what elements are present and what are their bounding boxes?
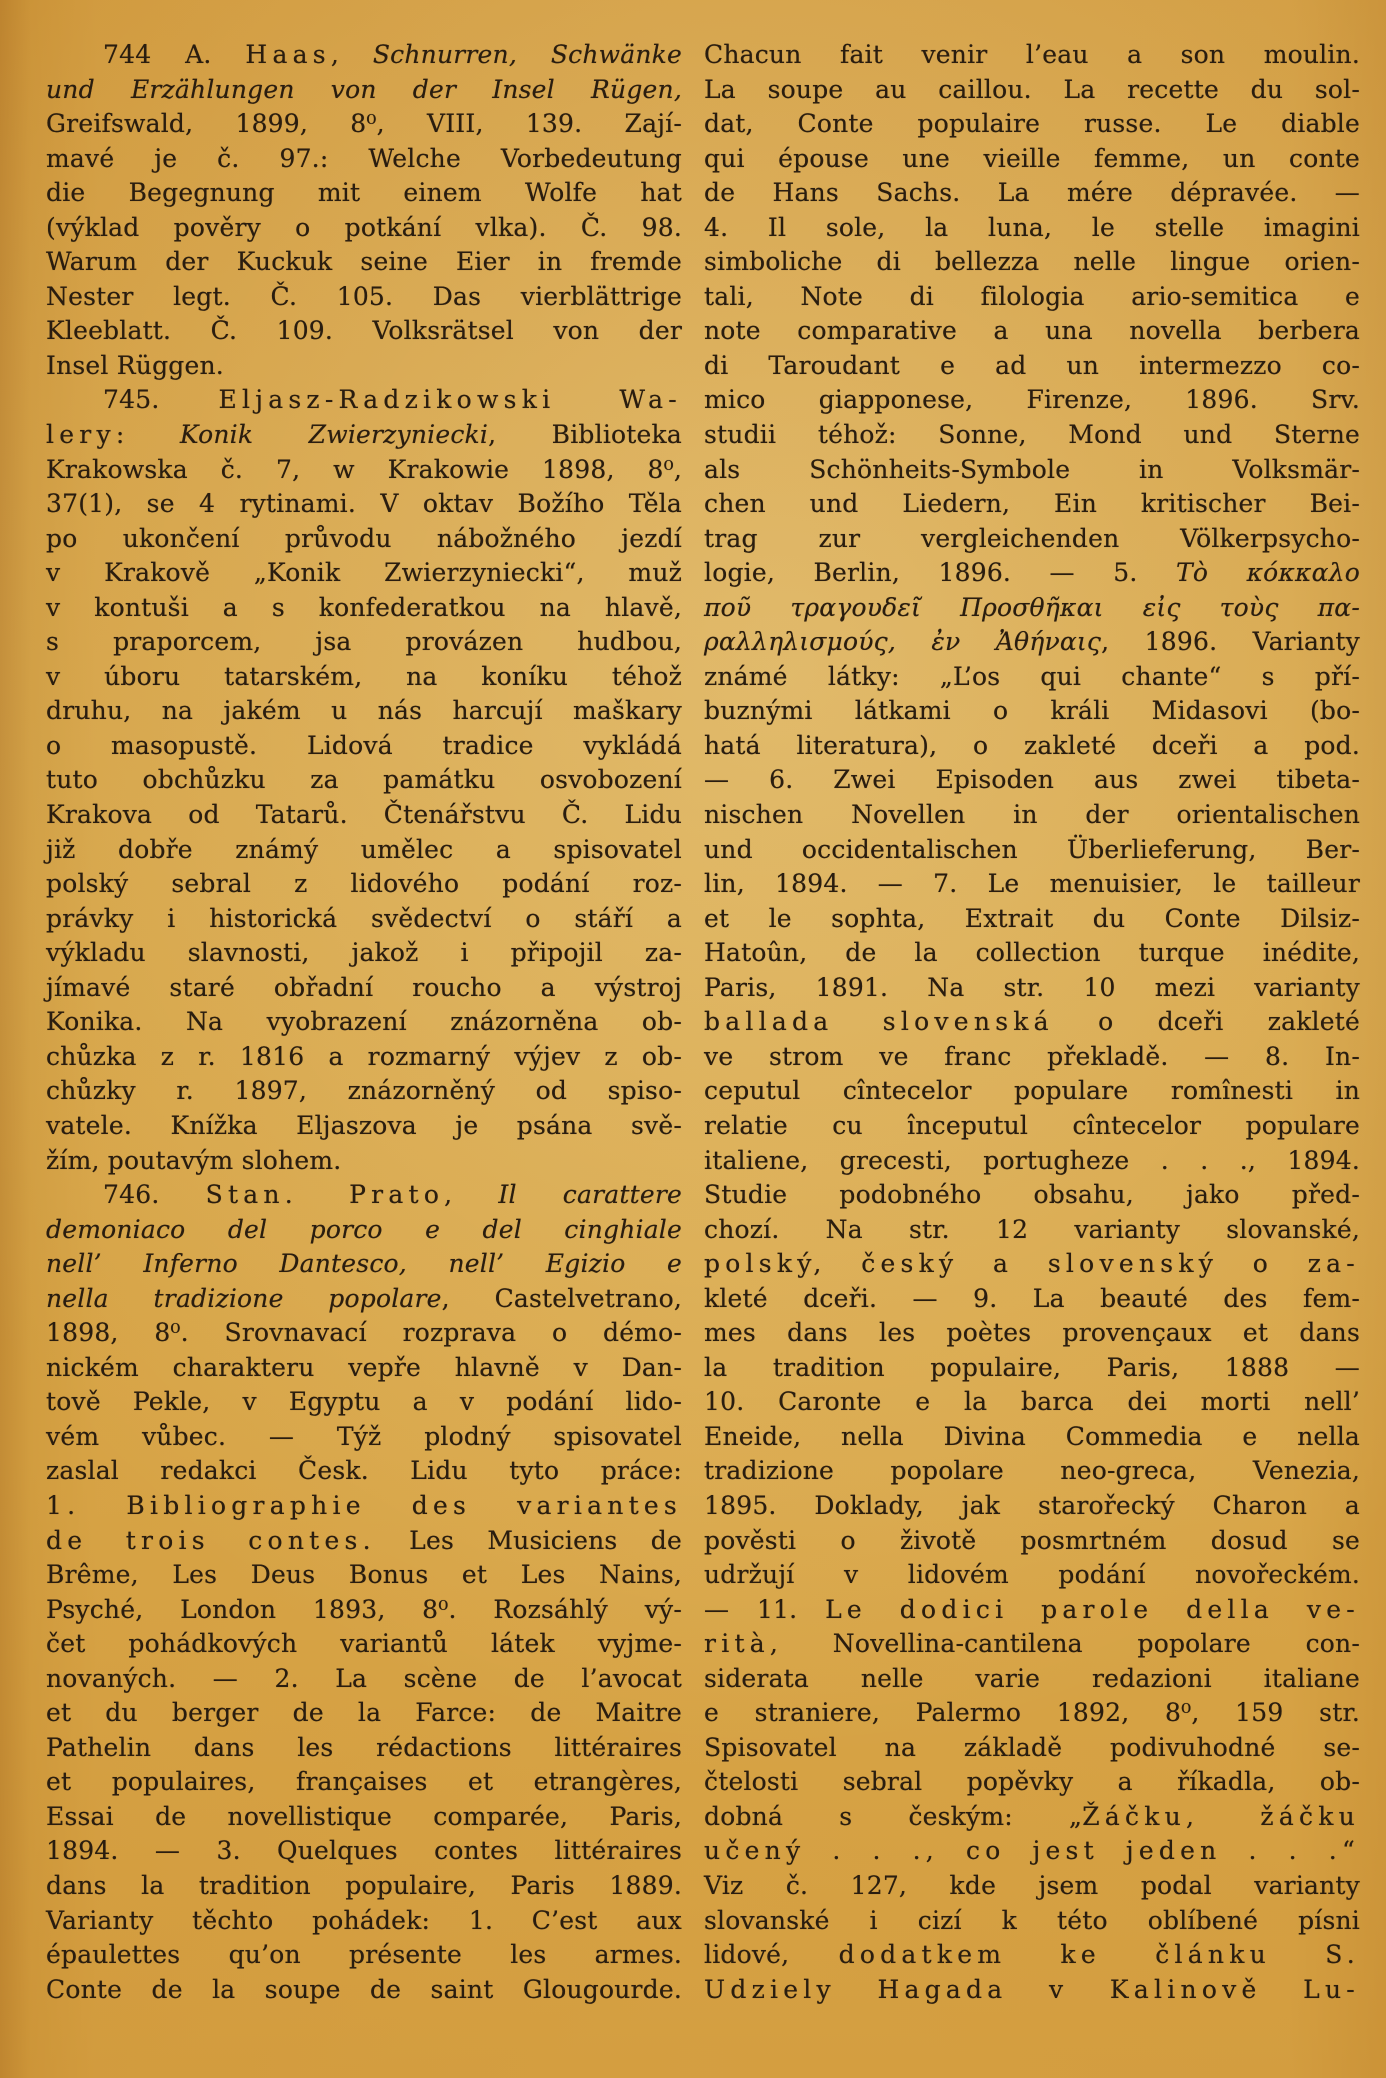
text-line: Spisovatel na základě podivuhodné se- [704, 1732, 1360, 1762]
text-line: (výklad pověry o potkání vlka). Č. 98. [46, 212, 682, 242]
italic-text: Schnurren, Schwänke [372, 40, 683, 69]
text-line: pověsti o životě posmrtném dosud se [704, 1525, 1360, 1555]
text-line [46, 1247, 682, 1282]
text-line: žím, poutavým slohem. [46, 1145, 342, 1175]
text-line: v kontuši a s konfederatkou na hlavě, [46, 592, 682, 622]
text-line: Conte de la soupe de saint Glougourde. [46, 1974, 682, 2004]
letterspaced-text: dodatkem ke článku S. [838, 1940, 1360, 1970]
text-line: nella tradizione popolare, Castelvetrano, [46, 1283, 682, 1313]
text-line: výkladu slavnosti, jakož i připojil za- [46, 938, 682, 968]
text-line: o masopustě. Lidová tradice vykládá [46, 730, 682, 760]
letterspaced-text: rità [704, 1629, 770, 1659]
text-line: chůzka z r. 1816 a rozmarný výjev z ob- [46, 1041, 682, 1071]
text-line: di Taroudant e ad un intermezzo co- [704, 350, 1360, 380]
text-line: italiene, grecesti, portugheze . . ., 1894. [704, 1145, 1360, 1175]
text-line: Pathelin dans les rédactions littéraires [46, 1732, 682, 1762]
text-line: 4. Il sole, la luna, le stelle imagini [704, 212, 1360, 242]
text-line: note comparative a una novella berbera [704, 316, 1360, 346]
text-line: chůzky r. 1897, znázorněný od spiso- [46, 1076, 682, 1106]
text-line: 745. Eljasz-Radzikowski Wa- [103, 385, 682, 415]
text-line: — 11. Le dodici parole della ve- [704, 1594, 1361, 1624]
text-line: relatie cu începutul cîntecelor populare [704, 1110, 1360, 1140]
text-line: die Begegnung mit einem Wolfe hat [46, 178, 682, 208]
text-line: vém vůbec. — Týž plodný spisovatel [46, 1421, 682, 1451]
text-line: slovanské i cizí k této oblíbené písni [704, 1905, 1360, 1935]
letterspaced-text: Le dodici parole della ve- [825, 1594, 1361, 1624]
text-line: tuto obchůzku za památku osvobození [46, 765, 682, 795]
text-block [46, 38, 1360, 2007]
text-line [704, 1834, 1360, 1869]
italic-text: ποῦ τραγουδεῖ Προσθῆκαι εἰς τοὺς πα- [704, 592, 1360, 622]
entry-746 [46, 1178, 682, 2007]
text-line: v úboru tatarském, na koníku téhož [46, 661, 682, 691]
text-line: dat, Conte populaire russe. Le diable [704, 109, 1360, 139]
text-line: tradizione popolare neo-greca, Venezia, [704, 1456, 1360, 1486]
italic-text: nella tradizione popolare [46, 1283, 442, 1313]
text-line: ve strom ve franc překladě. — 8. In- [704, 1041, 1360, 1071]
text-line: Paris, 1891. Na str. 10 mezi varianty [704, 972, 1360, 1002]
text-line: dobná s českým: „Žáčku, žáčku [704, 1801, 1360, 1831]
letterspaced-text: ballada slovenská [704, 1007, 1054, 1037]
text-line [704, 1973, 1360, 2008]
letterspaced-text: lery [46, 420, 116, 450]
text-line: jímavé staré obřadní roucho a výstroj [46, 972, 682, 1002]
text-line: Hatoûn, de la collection turque inédite, [704, 938, 1360, 968]
text-line: známé látky: „L’os qui chante“ s pří- [704, 661, 1360, 691]
text-line [46, 73, 682, 108]
text-line: Psyché, London 1893, 8⁰. Rozsáhlý vý- [46, 1594, 682, 1624]
text-line [46, 1489, 682, 1524]
italic-text: Konik Zwierzyniecki [179, 420, 489, 450]
text-line: Greifswald, 1899, 8⁰, VIII, 139. Zají- [46, 109, 682, 139]
letterspaced-text: de trois contes. [46, 1525, 376, 1555]
text-line: 37(1), se 4 rytinami. V oktav Božího Těla [46, 489, 682, 519]
text-line: čet pohádkových variantů látek vyjme- [46, 1629, 682, 1659]
text-line: druhu, na jakém u nás harcují maškary [46, 696, 682, 726]
text-line: v Krakově „Konik Zwierzyniecki“, muž [46, 558, 682, 588]
text-line: Krakova od Tatarů. Čtenářstvu Č. Lidu [46, 800, 682, 830]
text-line: 1895. Doklady, jak starořecký Charon a [704, 1490, 1360, 1520]
letterspaced-text: 1. Bibliographie des variantes [46, 1490, 682, 1520]
left-column [46, 38, 682, 2007]
text-line: Brême, Les Deus Bonus et Les Nains, [46, 1560, 682, 1590]
letterspaced-text: polský, český a slovenský o za- [704, 1249, 1360, 1279]
text-line: již dobře známý umělec a spisovatel [46, 834, 682, 864]
text-line: Krakowska č. 7, w Krakowie 1898, 8⁰, [46, 454, 682, 484]
text-line: qui épouse une vieille femme, un conte [704, 143, 1360, 173]
letterspaced-text: Stan. Prato [205, 1180, 445, 1210]
text-line: 744 A. Haas, Schnurren, Schwänke [103, 40, 683, 69]
text-line: trag zur vergleichenden Völkerpsycho- [704, 523, 1360, 553]
text-line: siderata nelle varie redazioni italiane [704, 1663, 1360, 1693]
text-line: Varianty těchto pohádek: 1. C’est aux [46, 1905, 682, 1935]
text-line: et le sophta, Extrait du Conte Dilsiz- [704, 903, 1360, 933]
text-line: novaných. — 2. La scène de l’avocat [46, 1663, 682, 1693]
text-line: chozí. Na str. 12 varianty slovanské, [704, 1214, 1360, 1244]
text-line: vatele. Knížka Eljaszova je psána svě- [46, 1110, 682, 1140]
text-line: Eneide, nella Divina Commedia e nella [704, 1421, 1360, 1451]
text-line: 1894. — 3. Quelques contes littéraires [46, 1836, 682, 1866]
text-line: 746. Stan. Prato, Il carattere [103, 1180, 682, 1210]
text-line: 10. Caronte e la barca dei morti nell’ [704, 1387, 1360, 1417]
letterspaced-text: Udziely Hagada v Kalinově Lu- [704, 1974, 1360, 2004]
italic-text: Il carattere [498, 1180, 682, 1210]
text-line: Kleeblatt. Č. 109. Volksrätsel von der [46, 316, 682, 346]
text-line: lery: Konik Zwierzyniecki, Biblioteka [46, 420, 682, 450]
right-column [704, 38, 1360, 2007]
text-line: právky i historická svědectví o stáří a [46, 903, 682, 933]
text-line: lidové, dodatkem ke článku S. [704, 1940, 1360, 1970]
entry-745 [46, 383, 682, 1178]
letterspaced-text: učený . . ., co jest jeden . . .“ [704, 1836, 1360, 1866]
text-line [46, 1213, 682, 1248]
text-line: de Hans Sachs. La mére dépravée. — [704, 178, 1360, 208]
text-line: et du berger de la Farce: de Maitre [46, 1698, 682, 1728]
text-line: Studie podobného obsahu, jako před- [704, 1180, 1360, 1210]
text-line: zaslal redakci Česk. Lidu tyto práce: [46, 1456, 682, 1486]
italic-text: und Erzählungen von der Insel Rügen, [46, 74, 682, 104]
text-line: lin, 1894. — 7. Le menuisier, le tailleur [704, 869, 1360, 899]
text-line: Viz č. 127, kde jsem podal varianty [704, 1870, 1360, 1900]
text-line: als Schönheits-Symbole in Volksmär- [704, 454, 1360, 484]
text-line: La soupe au caillou. La recette du sol- [704, 74, 1360, 104]
text-line: und occidentalischen Überlieferung, Ber- [704, 834, 1360, 864]
text-line: buznými látkami o králi Midasovi (bo- [704, 696, 1360, 726]
text-line: kleté dceři. — 9. La beauté des fem- [704, 1283, 1360, 1313]
letterspaced-text: Eljasz-Radzikowski Wa- [218, 385, 682, 415]
italic-text: Τὸ κόκκαλο [1175, 558, 1360, 588]
text-line: nickém charakteru vepře hlavně v Dan- [46, 1352, 682, 1382]
text-line: mes dans les poètes provençaux et dans [704, 1318, 1360, 1348]
text-line: Chacun fait venir l’eau a son moulin. [704, 40, 1360, 69]
text-line: Insel Rüggen. [46, 350, 224, 380]
text-line: s praporcem, jsa provázen hudbou, [46, 627, 682, 657]
text-line: studii téhož: Sonne, Mond und Sterne [704, 420, 1360, 450]
text-line: et populaires, françaises et etrangères, [46, 1767, 682, 1797]
entry-746-continuation [704, 38, 1360, 2007]
text-line: hatá literatura), o zakleté dceři a pod. [704, 730, 1360, 760]
text-line: de trois contes. Les Musiciens de [46, 1525, 682, 1555]
text-line: po ukončení průvodu nábožného jezdí [46, 523, 682, 553]
text-line: e straniere, Palermo 1892, 8⁰, 159 str. [704, 1698, 1360, 1728]
text-line: Essai de novellistique comparée, Paris, [46, 1801, 682, 1831]
text-line: čtelosti sebral popěvky a říkadla, ob- [704, 1767, 1360, 1797]
text-line: ceputul cîntecelor populare romînesti in [704, 1076, 1360, 1106]
text-line: dans la tradition populaire, Paris 1889. [46, 1870, 682, 1900]
letterspaced-text: Žáčku, žáčku [1082, 1801, 1360, 1831]
text-line: ballada slovenská o dceři zakleté [704, 1007, 1360, 1037]
letterspaced-text: Haas [245, 40, 331, 69]
text-line [704, 591, 1360, 626]
text-line: rità, Novellina-cantilena popolare con- [704, 1629, 1360, 1659]
text-line [704, 1247, 1360, 1282]
text-line: ραλληλισμούς, ἐν Ἀθήναις, 1896. Varianty [704, 627, 1360, 657]
text-line: nischen Novellen in der orientalischen [704, 800, 1360, 830]
text-line: Konika. Na vyobrazení znázorněna ob- [46, 1007, 682, 1037]
text-line: épaulettes qu’on présente les armes. [46, 1940, 682, 1970]
text-line: tově Pekle, v Egyptu a v podání lido- [46, 1387, 682, 1417]
text-line: udržují v lidovém podání novořeckém. [704, 1560, 1360, 1590]
entry-744 [46, 38, 682, 383]
text-line: simboliche di bellezza nelle lingue orien- [704, 247, 1360, 277]
text-line: Warum der Kuckuk seine Eier in fremde [46, 247, 682, 277]
text-line: — 6. Zwei Episoden aus zwei tibeta- [704, 765, 1360, 795]
text-line: tali, Note di filologia ario-semitica e [704, 281, 1360, 311]
text-line: chen und Liedern, Ein kritischer Bei- [704, 489, 1360, 519]
text-line: mavé je č. 97.: Welche Vorbedeutung [46, 143, 682, 173]
text-line: 1898, 8⁰. Srovnavací rozprava o démo- [46, 1318, 682, 1348]
italic-text: ραλληλισμούς, ἐν Ἀθήναις [704, 627, 1102, 657]
text-line: polský sebral z lidového podání roz- [46, 869, 682, 899]
text-line: la tradition populaire, Paris, 1888 — [704, 1352, 1360, 1382]
text-line: logie, Berlin, 1896. — 5. Τὸ κόκκαλο [704, 558, 1360, 588]
italic-text: nell’ Inferno Dantesco, nell’ Egizio e [46, 1249, 682, 1279]
italic-text: demoniaco del porco e del cinghiale [46, 1214, 682, 1244]
text-line: Nester legt. Č. 105. Das vierblättrige [46, 281, 682, 311]
text-line: mico giapponese, Firenze, 1896. Srv. [704, 385, 1360, 415]
